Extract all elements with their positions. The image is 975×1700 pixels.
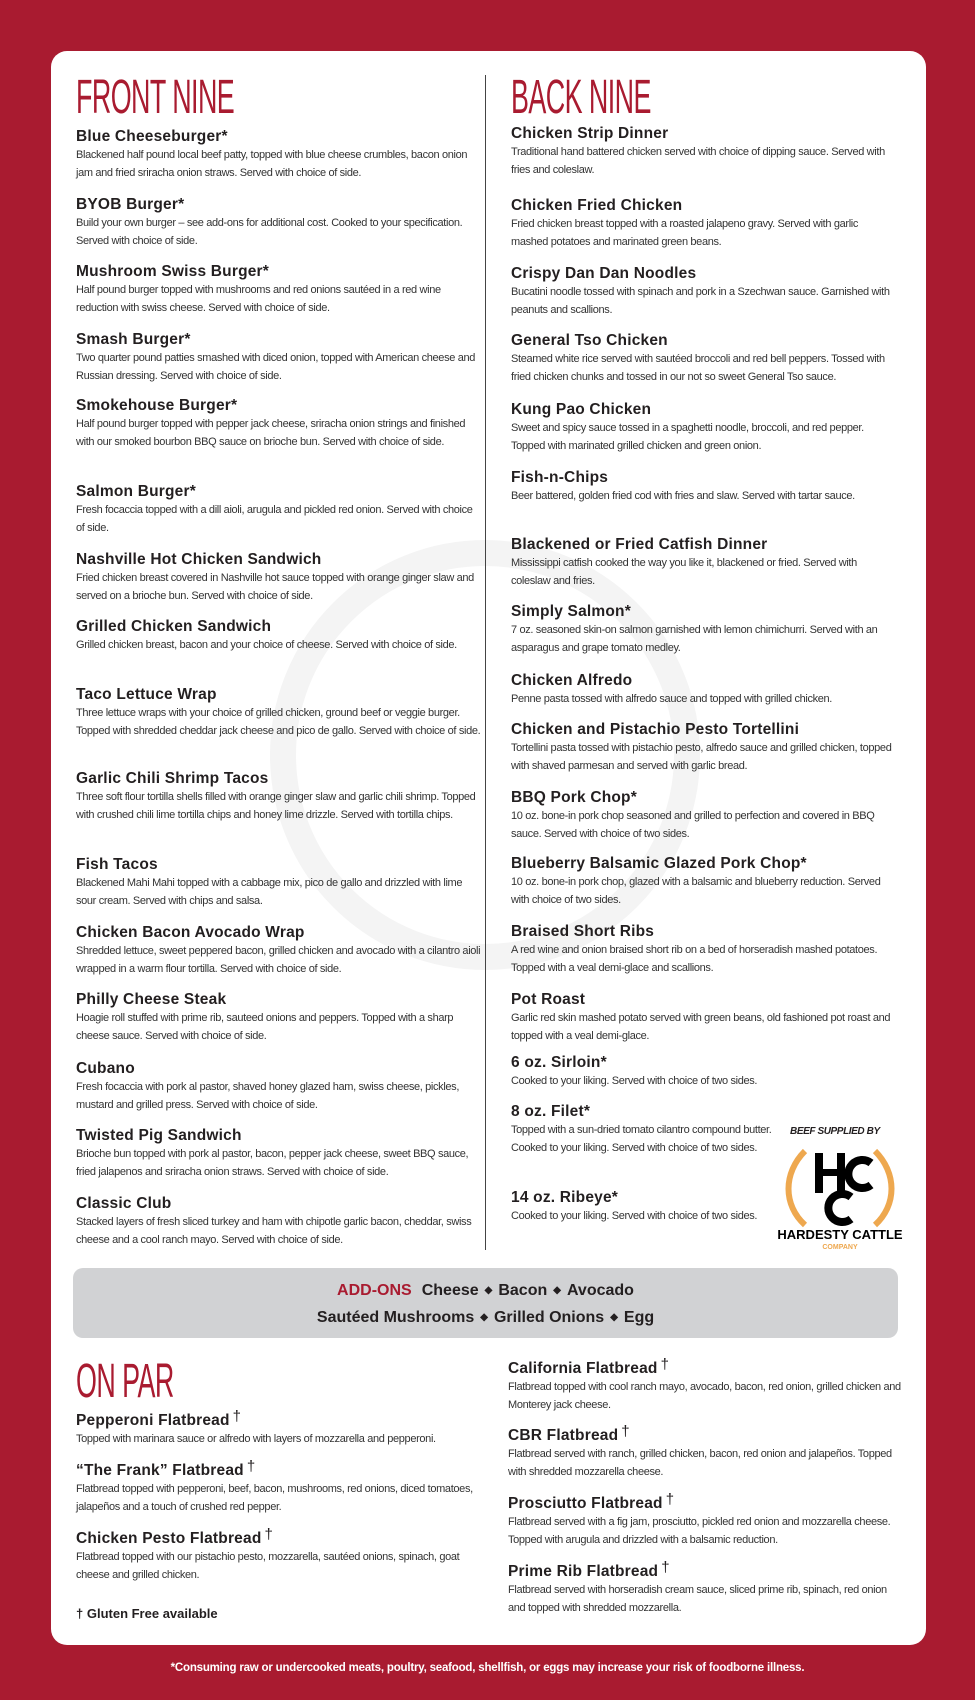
menu-item-name-text: 6 oz. Sirloin* bbox=[511, 1054, 607, 1071]
menu-item-description: Beer battered, golden fried cod with fries and slaw. Served with tartar sauce. bbox=[511, 490, 855, 502]
menu-item-name bbox=[76, 769, 481, 789]
menu-item-name bbox=[511, 1188, 781, 1208]
menu-item-description: Half pound burger topped with mushrooms and red onions sautéed in a red wine reduction with swiss cheese. Served with choice of side. bbox=[76, 284, 441, 314]
menu-item-description: Cooked to your liking. Served with choice of two sides. bbox=[511, 1210, 758, 1222]
menu-item-description: Topped with marinara sauce or alfredo with layers of mozzarella and pepperoni. bbox=[76, 1433, 436, 1445]
menu-item bbox=[511, 788, 896, 843]
menu-item bbox=[76, 990, 481, 1045]
menu-item-name-text: Chicken Bacon Avocado Wrap bbox=[76, 924, 305, 941]
menu-item-name-text: 8 oz. Filet* bbox=[511, 1103, 591, 1120]
menu-item bbox=[511, 400, 896, 455]
menu-item-name-text: General Tso Chicken bbox=[511, 332, 668, 349]
menu-item bbox=[76, 330, 481, 385]
menu-item-description: 10 oz. bone-in pork chop seasoned and grilled to perfection and covered in BBQ sauce. Served with choice of two sides. bbox=[511, 810, 875, 840]
menu-item bbox=[76, 1059, 481, 1114]
menu-item-name bbox=[511, 922, 896, 942]
menu-item-name-text: Kung Pao Chicken bbox=[511, 401, 652, 418]
menu-item-name bbox=[508, 1423, 903, 1446]
addons-box bbox=[73, 1268, 898, 1338]
addon-option: Grilled Onions bbox=[493, 1309, 605, 1326]
menu-item-description: Flatbread served with horseradish cream sauce, sliced prime rib, spinach, red onion and topped with shredded mozzarella. bbox=[508, 1584, 887, 1614]
menu-item-description: Two quarter pound patties smashed with diced onion, topped with American cheese and Russian dressing. Served with choice of side. bbox=[76, 352, 475, 382]
menu-item bbox=[511, 1102, 781, 1157]
menu-item-name bbox=[76, 923, 481, 943]
menu-item-name bbox=[511, 124, 896, 144]
menu-item-name bbox=[508, 1491, 903, 1514]
menu-item-name-text: Chicken Strip Dinner bbox=[511, 125, 669, 142]
menu-item-name bbox=[511, 331, 896, 351]
menu-item-name-text: Fish-n-Chips bbox=[511, 469, 609, 486]
addon-option: Sautéed Mushrooms bbox=[316, 1309, 475, 1326]
menu-item-name-text: 14 oz. Ribeye* bbox=[511, 1189, 619, 1206]
menu-item-name-text: Prosciutto Flatbread bbox=[508, 1495, 663, 1512]
menu-item-name bbox=[76, 1526, 481, 1549]
menu-item-name bbox=[511, 990, 896, 1010]
menu-item-name bbox=[76, 330, 481, 350]
menu-item bbox=[76, 1526, 481, 1584]
beef-supplied-label: BEEF SUPPLIED BY bbox=[790, 1126, 880, 1137]
gluten-free-dagger-icon: † bbox=[264, 1526, 274, 1543]
bullet-separator-icon: ◆ bbox=[553, 1285, 561, 1296]
menu-item-name-text: Pepperoni Flatbread bbox=[76, 1412, 230, 1429]
menu-item-description: Fried chicken breast covered in Nashville hot sauce topped with orange ginger slaw and served on a brioche bun. Served with choice of side. bbox=[76, 572, 474, 602]
menu-item-name-text: CBR Flatbread bbox=[508, 1427, 619, 1444]
menu-item-name bbox=[76, 990, 481, 1010]
menu-item-name bbox=[511, 602, 896, 622]
menu-item-name-text: Simply Salmon* bbox=[511, 603, 631, 620]
menu-item bbox=[76, 685, 481, 740]
menu-item bbox=[511, 124, 896, 179]
menu-item bbox=[76, 769, 481, 824]
menu-item-name bbox=[511, 1102, 781, 1122]
addon-option: Bacon bbox=[498, 1282, 548, 1299]
front-nine-heading: FRONT NINE bbox=[76, 71, 235, 124]
menu-item bbox=[511, 196, 896, 251]
on-par-heading: ON PAR bbox=[76, 1355, 174, 1408]
menu-item-name bbox=[511, 264, 896, 284]
menu-item-description: A red wine and onion braised short rib on a bed of horseradish mashed potatoes. Topped with a veal demi-glace and scallions. bbox=[511, 944, 878, 974]
menu-item bbox=[76, 1458, 481, 1516]
menu-item bbox=[511, 990, 896, 1045]
menu-item bbox=[76, 482, 481, 537]
menu-item bbox=[76, 550, 481, 605]
menu-item-name bbox=[76, 262, 481, 282]
menu-item-description: Traditional hand battered chicken served with choice of dipping sauce. Served with fries and coleslaw. bbox=[511, 146, 885, 176]
menu-item-name bbox=[76, 685, 481, 705]
menu-item-description: 7 oz. seasoned skin-on salmon garnished with lemon chimichurri. Served with an asparagus and grape tomato medley. bbox=[511, 624, 878, 654]
menu-item bbox=[511, 922, 896, 977]
menu-item-description: Three lettuce wraps with your choice of grilled chicken, ground beef or veggie burger. Topped with shredded cheddar jack cheese and pico de gallo. Served with choice of side. bbox=[76, 707, 481, 737]
menu-item-name bbox=[76, 855, 481, 875]
menu-item bbox=[511, 1053, 896, 1091]
menu-item bbox=[511, 671, 896, 709]
menu-item-name-text: Chicken Pesto Flatbread bbox=[76, 1530, 262, 1547]
menu-item-name-text: Blueberry Balsamic Glazed Pork Chop* bbox=[511, 855, 807, 872]
menu-item-description: Half pound burger topped with pepper jack cheese, sriracha onion strings and finished with our smoked bourbon BBQ sauce on brioche bun. Served with choice of side. bbox=[76, 418, 466, 448]
menu-item-name-text: BBQ Pork Chop* bbox=[511, 789, 637, 806]
menu-item-name bbox=[511, 535, 896, 555]
menu-item-description: Topped with a sun-dried tomato cilantro compound butter. Cooked to your liking. Served with choice of two sides. bbox=[511, 1124, 772, 1154]
menu-item-name-text: California Flatbread bbox=[508, 1360, 658, 1377]
menu-item-name-text: Braised Short Ribs bbox=[511, 923, 655, 940]
menu-item-description: Blackened half pound local beef patty, topped with blue cheese crumbles, bacon onion jam and fried sriracha onion straws. Served with choice of side. bbox=[76, 149, 468, 179]
menu-item-description: Hoagie roll stuffed with prime rib, sauteed onions and peppers. Topped with a sharp cheese sauce. Served with choice of side. bbox=[76, 1012, 454, 1042]
menu-item-description: Build your own burger – see add-ons for additional cost. Cooked to your specification. Served with choice of side. bbox=[76, 217, 463, 247]
gluten-free-dagger-icon: † bbox=[660, 1356, 670, 1373]
menu-item bbox=[76, 617, 481, 655]
menu-item-name-text: Blue Cheeseburger* bbox=[76, 128, 228, 145]
addons-row-1 bbox=[73, 1278, 898, 1305]
bullet-separator-icon: ◆ bbox=[610, 1312, 618, 1323]
menu-item-name bbox=[511, 400, 896, 420]
menu-item bbox=[511, 535, 896, 590]
menu-item-name-text: BYOB Burger* bbox=[76, 196, 185, 213]
menu-item bbox=[76, 1126, 481, 1181]
menu-item bbox=[76, 855, 481, 910]
menu-item-name-text: Fish Tacos bbox=[76, 856, 158, 873]
menu-item-description: Flatbread topped with our pistachio pesto, mozzarella, sautéed onions, spinach, goat cheese and grilled chicken. bbox=[76, 1551, 460, 1581]
menu-item-description: Tortellini pasta tossed with pistachio pesto, alfredo sauce and grilled chicken, topped with shaved parmesan and served with garlic bread. bbox=[511, 742, 892, 772]
menu-item-description: Flatbread served with a fig jam, prosciutto, pickled red onion and mozzarella cheese. Topped with arugula and drizzled with a balsamic reduction. bbox=[508, 1516, 891, 1546]
menu-item-name-text: Smash Burger* bbox=[76, 331, 191, 348]
menu-item-description: Fresh focaccia topped with a dill aioli, arugula and pickled red onion. Served with choice of side. bbox=[76, 504, 473, 534]
menu-item-name bbox=[76, 1408, 481, 1431]
menu-item bbox=[508, 1491, 903, 1549]
menu-item-description: Garlic red skin mashed potato served with green beans, old fashioned pot roast and topped with a veal demi-glace. bbox=[511, 1012, 891, 1042]
gluten-free-dagger-icon: † bbox=[246, 1458, 256, 1475]
svg-text:HARDESTY CATTLE: HARDESTY CATTLE bbox=[777, 1227, 903, 1242]
addons-row-2 bbox=[73, 1305, 898, 1332]
menu-item-name-text: Nashville Hot Chicken Sandwich bbox=[76, 551, 322, 568]
menu-item bbox=[76, 1408, 481, 1449]
menu-item bbox=[511, 854, 896, 909]
menu-item-name-text: Chicken Fried Chicken bbox=[511, 197, 683, 214]
addon-option: Avocado bbox=[566, 1282, 634, 1299]
food-safety-disclaimer: *Consuming raw or undercooked meats, poultry, seafood, shellfish, or eggs may increase your risk of foodborne illness. bbox=[170, 1662, 805, 1674]
menu-item-name-text: Blackened or Fried Catfish Dinner bbox=[511, 536, 768, 553]
menu-item-name-text: Garlic Chili Shrimp Tacos bbox=[76, 770, 269, 787]
menu-item-name bbox=[511, 671, 896, 691]
menu-item-name-text: Taco Lettuce Wrap bbox=[76, 686, 217, 703]
menu-item bbox=[511, 602, 896, 657]
menu-item bbox=[76, 262, 481, 317]
bullet-separator-icon: ◆ bbox=[480, 1312, 488, 1323]
menu-item-name-text: Prime Rib Flatbread bbox=[508, 1563, 659, 1580]
menu-item bbox=[508, 1423, 903, 1481]
menu-item-name bbox=[508, 1356, 903, 1379]
menu-item-name bbox=[511, 720, 896, 740]
menu-item-description: Three soft flour tortilla shells filled with orange ginger slaw and garlic chili shrimp. Topped with crushed chili lime tortilla chips and honey lime drizzle. Served with tortilla chips. bbox=[76, 791, 476, 821]
addons-label: ADD-ONS bbox=[337, 1282, 412, 1299]
back-nine-heading: BACK NINE bbox=[511, 71, 651, 124]
menu-item-name bbox=[76, 1059, 481, 1079]
menu-item-name bbox=[76, 1194, 481, 1214]
menu-item bbox=[511, 264, 896, 319]
menu-item-description: Cooked to your liking. Served with choice of two sides. bbox=[511, 1075, 758, 1087]
addon-option: Cheese bbox=[421, 1282, 479, 1299]
menu-item-name bbox=[76, 617, 481, 637]
gluten-free-dagger-icon: † bbox=[661, 1559, 670, 1576]
bullet-separator-icon: ◆ bbox=[484, 1285, 493, 1296]
menu-item-description: Stacked layers of fresh sliced turkey and ham with chipotle garlic bacon, cheddar, swiss cheese and a cool ranch mayo. Served with choice of side. bbox=[76, 1216, 472, 1246]
svg-text:COMPANY: COMPANY bbox=[822, 1244, 858, 1251]
menu-item bbox=[511, 468, 896, 506]
menu-item-description: Flatbread served with ranch, grilled chicken, bacon, red onion and jalapeños. Topped with shredded mozzarella cheese. bbox=[508, 1448, 892, 1478]
menu-item-name bbox=[76, 482, 481, 502]
menu-item-description: Fried chicken breast topped with a roasted jalapeno gravy. Served with garlic mashed potatoes and marinated green beans. bbox=[511, 218, 859, 248]
menu-item-name-text: Pot Roast bbox=[511, 991, 586, 1008]
menu-item-description: Blackened Mahi Mahi topped with a cabbage mix, pico de gallo and drizzled with lime sour cream. Served with chips and salsa. bbox=[76, 877, 463, 907]
menu-item bbox=[508, 1559, 903, 1617]
menu-item-name bbox=[511, 468, 896, 488]
menu-item-description: Steamed white rice served with sautéed broccoli and red bell peppers. Tossed with fried chicken chunks and tossed in our not so sweet General Tso sauce. bbox=[511, 353, 885, 383]
menu-item-name bbox=[76, 195, 481, 215]
menu-item-description: Grilled chicken breast, bacon and your choice of cheese. Served with choice of side. bbox=[76, 639, 457, 651]
menu-item-name bbox=[511, 196, 896, 216]
gluten-free-dagger-icon: † bbox=[621, 1423, 630, 1440]
menu-item bbox=[76, 1194, 481, 1249]
menu-item-description: Flatbread topped with pepperoni, beef, bacon, mushrooms, red onions, diced tomatoes, jalapeños and a touch of crushed red pepper. bbox=[76, 1483, 473, 1513]
menu-item-description: Sweet and spicy sauce tossed in a spaghetti noodle, broccoli, and red pepper. Topped with marinated grilled chicken and green onion. bbox=[511, 422, 864, 452]
menu-item-description: Penne pasta tossed with alfredo sauce and topped with grilled chicken. bbox=[511, 693, 832, 705]
menu-item bbox=[511, 720, 896, 775]
menu-item-name-text: Chicken Alfredo bbox=[511, 672, 633, 689]
menu-item-name bbox=[76, 127, 481, 147]
menu-item-description: 10 oz. bone-in pork chop, glazed with a balsamic and blueberry reduction. Served with choice of two sides. bbox=[511, 876, 881, 906]
menu-item bbox=[76, 195, 481, 250]
menu-item-name-text: Twisted Pig Sandwich bbox=[76, 1127, 242, 1144]
menu-item-name bbox=[76, 550, 481, 570]
menu-item bbox=[76, 127, 481, 182]
menu-item-name-text: Philly Cheese Steak bbox=[76, 991, 227, 1008]
menu-item bbox=[76, 396, 481, 451]
menu-item-name-text: Crispy Dan Dan Noodles bbox=[511, 265, 697, 282]
gluten-free-note: † Gluten Free available bbox=[76, 1606, 218, 1621]
menu-item-name-text: Cubano bbox=[76, 1060, 135, 1077]
menu-item bbox=[511, 1188, 781, 1226]
hardesty-cattle-logo bbox=[775, 1143, 905, 1253]
menu-item-name-text: Grilled Chicken Sandwich bbox=[76, 618, 272, 635]
menu-item-name bbox=[508, 1559, 903, 1582]
menu-item bbox=[508, 1356, 903, 1414]
menu-item-name bbox=[76, 396, 481, 416]
gluten-free-dagger-icon: † bbox=[232, 1408, 242, 1425]
menu-item-name-text: Chicken and Pistachio Pesto Tortellini bbox=[511, 721, 800, 738]
menu-item-description: Flatbread topped with cool ranch mayo, avocado, bacon, red onion, grilled chicken and Monterey jack cheese. bbox=[508, 1381, 901, 1411]
menu-item-description: Shredded lettuce, sweet peppered bacon, grilled chicken and avocado with a cilantro aioli wrapped in a warm flour tortilla. Served with choice of side. bbox=[76, 945, 481, 975]
menu-item-name-text: “The Frank” Flatbread bbox=[76, 1462, 244, 1479]
menu-item-name-text: Classic Club bbox=[76, 1195, 172, 1212]
column-divider bbox=[485, 75, 486, 1250]
menu-item-description: Mississippi catfish cooked the way you like it, blackened or fried. Served with coleslaw and fries. bbox=[511, 557, 857, 587]
menu-item-name-text: Salmon Burger* bbox=[76, 483, 196, 500]
menu-item-description: Bucatini noodle tossed with spinach and pork in a Szechwan sauce. Garnished with peanuts and scallions. bbox=[511, 286, 890, 316]
menu-item-name-text: Mushroom Swiss Burger* bbox=[76, 263, 270, 280]
addon-option: Egg bbox=[623, 1309, 655, 1326]
menu-item bbox=[511, 331, 896, 386]
menu-item-description: Brioche bun topped with pork al pastor, bacon, pepper jack cheese, sweet BBQ sauce, fried jalapenos and sriracha onion straws. Served with choice of side. bbox=[76, 1148, 469, 1178]
menu-item-description: Fresh focaccia with pork al pastor, shaved honey glazed ham, swiss cheese, pickles, mustard and grilled press. Served with choice of side. bbox=[76, 1081, 460, 1111]
menu-item-name-text: Smokehouse Burger* bbox=[76, 397, 238, 414]
gluten-free-dagger-icon: † bbox=[665, 1491, 675, 1508]
menu-item-name bbox=[511, 1053, 896, 1073]
menu-item-name bbox=[511, 788, 896, 808]
menu-item-name bbox=[76, 1458, 481, 1481]
menu-item-name bbox=[511, 854, 896, 874]
menu-item-name bbox=[76, 1126, 481, 1146]
menu-item bbox=[76, 923, 481, 978]
